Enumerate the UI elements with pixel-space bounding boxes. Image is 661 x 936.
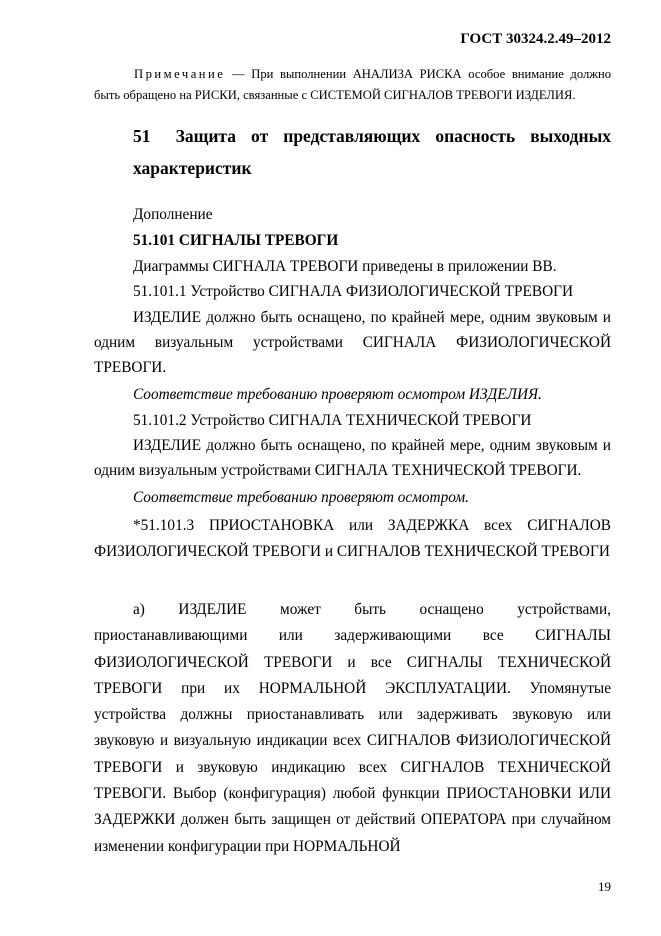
standard-header: ГОСТ 30324.2.49–2012 <box>460 31 611 47</box>
item3-title: ПРИОСТАНОВКА или ЗАДЕРЖКА всех СИГНАЛОВ ФИЗИОЛОГИЧЕСКОЙ ТРЕВОГИ и СИГНАЛОВ ТЕХНИЧЕСКОЙ ТРЕВОГИ <box>94 517 611 560</box>
section-number: 51 <box>133 126 151 146</box>
note-dash: — <box>225 67 252 81</box>
item2-heading <box>94 408 611 433</box>
item2-title: Устройство СИГНАЛА ТЕХНИЧЕСКОЙ ТРЕВОГИ <box>190 412 532 429</box>
section-heading <box>133 120 611 184</box>
note-label: Примечание <box>134 67 226 81</box>
subsection-number: 51.101 <box>133 232 176 249</box>
item3-number: *51.101.3 <box>133 517 195 534</box>
point-a-label: а) <box>133 601 145 618</box>
page-number: 19 <box>598 879 611 894</box>
item3-heading <box>94 513 611 565</box>
section-title: Защита от представляющих опасность выходных характеристик <box>133 126 611 178</box>
item1-title: Устройство СИГНАЛА ФИЗИОЛОГИЧЕСКОЙ ТРЕВОГИ <box>190 283 574 300</box>
item2-compliance: Соответствие требованию проверяют осмотром. <box>133 489 469 506</box>
addition-label: Дополнение <box>133 206 213 223</box>
item1-heading <box>94 279 611 304</box>
item3-point-a <box>94 597 611 860</box>
item1-compliance: Соответствие требованию проверяют осмотром ИЗДЕЛИЯ. <box>133 386 542 403</box>
note-text: При выполнении АНАЛИЗА РИСКА особое внимание должно быть обращено на РИСКИ, связанные с СИСТЕМОЙ СИГНАЛОВ ТРЕВОГИ ИЗДЕЛИЯ. <box>94 67 611 102</box>
note-paragraph <box>94 64 611 106</box>
item1-body: ИЗДЕЛИЕ должно быть оснащено, по крайней мере, одним звуковым и одним визуальным устройствами СИГНАЛА ФИЗИОЛОГИЧЕСКОЙ ТРЕВОГИ. <box>94 309 611 376</box>
item2-number: 51.101.2 <box>133 412 187 429</box>
point-a-text: ИЗДЕЛИЕ может быть оснащено устройствами, приостанавливающими или задерживающими все СИГНАЛЫ ФИЗИОЛОГИЧЕСКОЙ ТРЕВОГИ и все СИГНАЛЫ ТЕХНИЧЕСКОЙ ТРЕВОГИ при их НОРМАЛЬНОЙ ЭКСПЛУАТАЦИИ. Упомянутые устройства должны приостанавливать или задерживать звуковую или звуковую и визуальную индикации всех СИГНАЛОВ ФИЗИОЛОГИЧЕСКОЙ ТРЕВОГИ и звуковую индикацию всех СИГНАЛОВ ТЕХНИЧЕСКОЙ ТРЕВОГИ. Выбор (конфигурация) любой функции ПРИОСТАНОВКИ ИЛИ ЗАДЕРЖКИ должен быть защищен от действий ОПЕРАТОРА при случайном изменении конфигурации при НОРМАЛЬНОЙ <box>94 601 611 855</box>
item2-body: ИЗДЕЛИЕ должно быть оснащено, по крайней мере, одним звуковым и одним визуальным устройствами СИГНАЛА ТЕХНИЧЕСКОЙ ТРЕВОГИ. <box>94 437 611 479</box>
subsection-title: СИГНАЛЫ ТРЕВОГИ <box>178 232 339 249</box>
subsection-heading <box>94 228 611 253</box>
diagrams-paragraph: Диаграммы СИГНАЛА ТРЕВОГИ приведены в приложении ВВ. <box>133 258 557 275</box>
item1-number: 51.101.1 <box>133 283 187 300</box>
